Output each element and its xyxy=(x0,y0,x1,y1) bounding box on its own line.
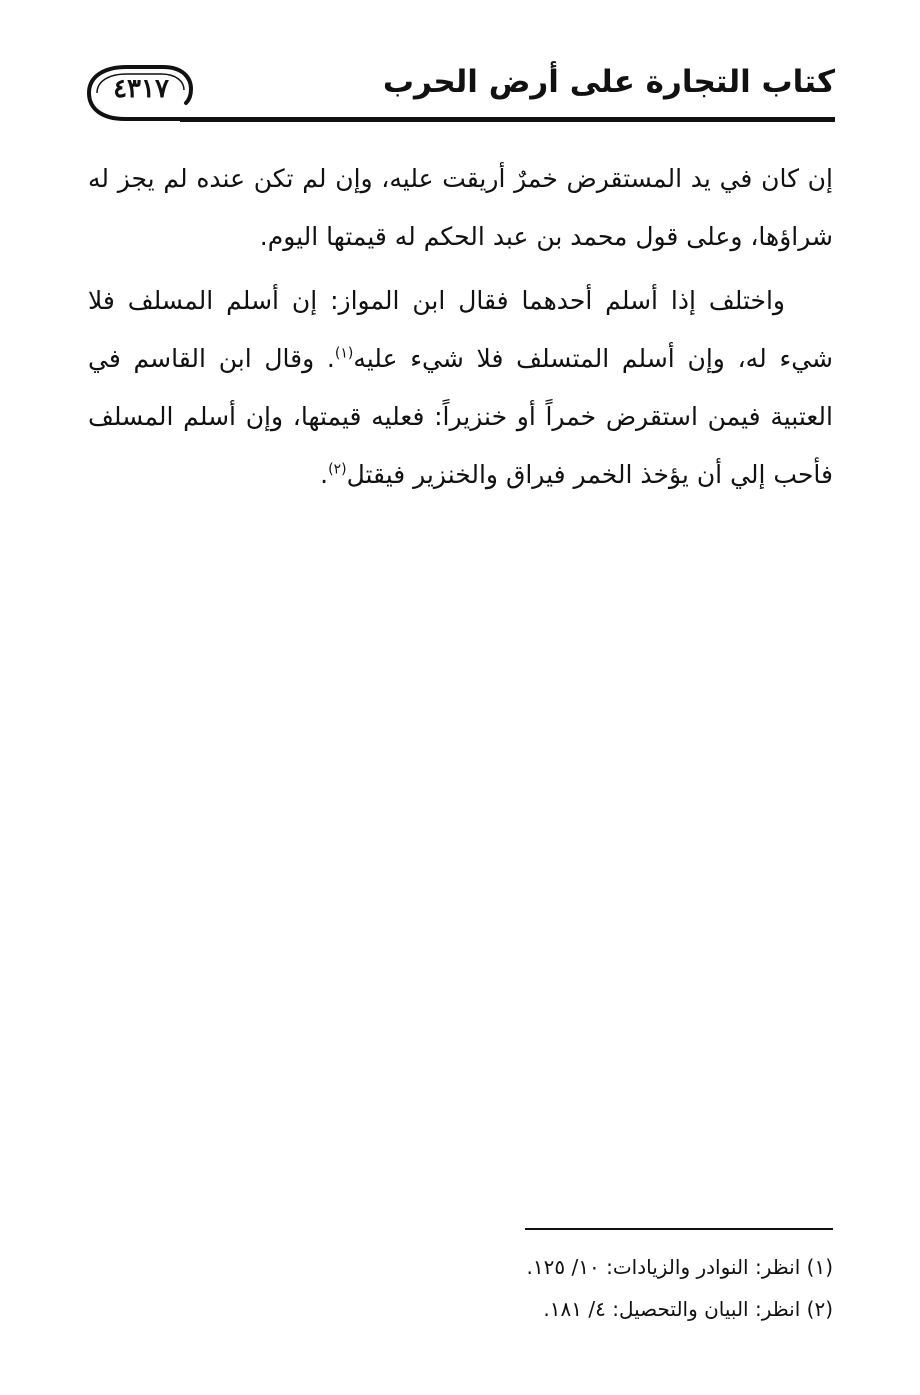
footnote-separator xyxy=(525,1228,833,1230)
footnote-2: (٢) انظر: البيان والتحصيل: ٤/ ١٨١. xyxy=(543,1297,833,1321)
page-number: ٤٣١٧ xyxy=(113,74,169,104)
paragraph-2-part-b: . وقال ابن القاسم في العتبية فيمن استقرض خمراً أو خنزيراً: فعليه قيمتها، وإن أسلم المسلف فأحب إلي أن يؤخذ الخمر فيراق والخنزير فيقتل xyxy=(88,344,833,489)
paragraph-2 xyxy=(88,272,833,504)
footnote-ref-2[interactable]: (٢) xyxy=(328,461,347,478)
footnote-ref-1[interactable]: (١) xyxy=(334,345,354,362)
footnotes xyxy=(300,1246,833,1330)
paragraph-2-part-a: واختلف إذا أسلم أحدهما فقال ابن المواز: إن أسلم المسلف فلا شيء له، وإن أسلم المتسلف فلا شيء عليه xyxy=(88,286,833,373)
body-text xyxy=(88,150,833,504)
header-rule xyxy=(180,117,835,122)
page-number-badge xyxy=(85,62,195,118)
running-title: كتاب التجارة على أرض الحرب xyxy=(382,64,835,100)
page-header xyxy=(85,58,835,128)
paragraph-2-part-c: . xyxy=(320,460,329,489)
paragraph-1: إن كان في يد المستقرض خمرٌ أريقت عليه، وإن لم تكن عنده لم يجز له شراؤها، وعلى قول محمد بن عبد الحكم له قيمتها اليوم. xyxy=(88,164,833,251)
footnote-1: (١) انظر: النوادر والزيادات: ١٠/ ١٢٥. xyxy=(526,1255,833,1279)
